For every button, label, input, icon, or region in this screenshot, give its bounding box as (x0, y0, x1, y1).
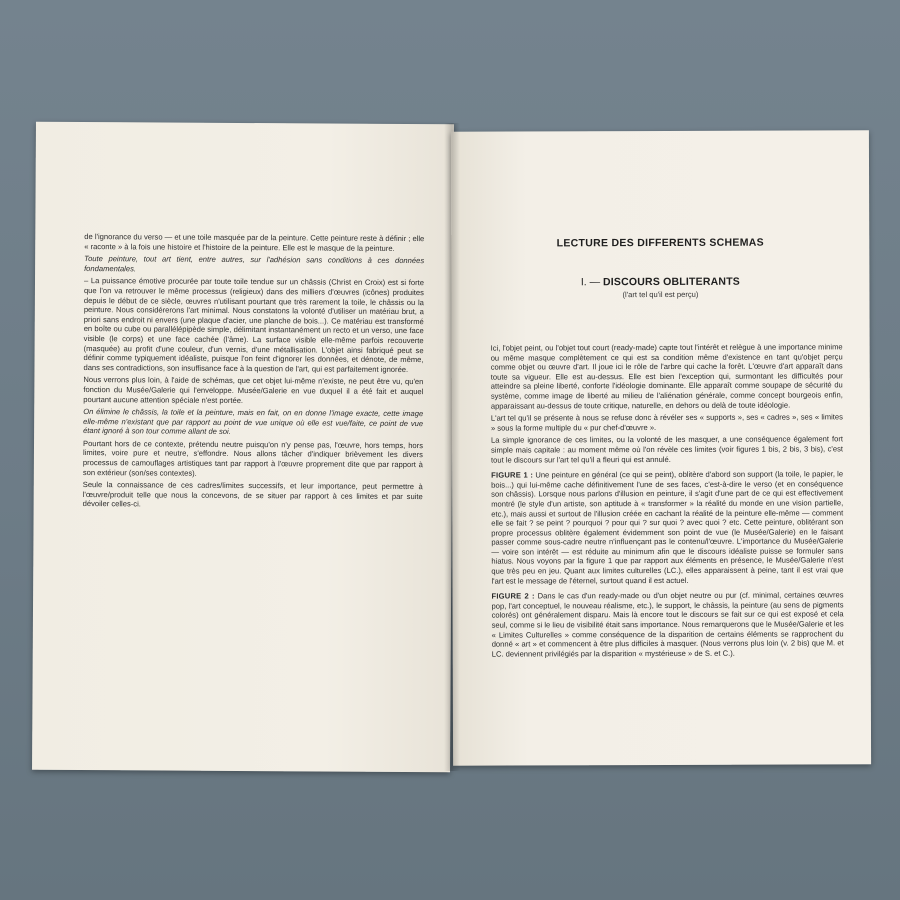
left-page (32, 122, 454, 773)
section-number: I. — (580, 276, 601, 289)
paragraph-italic: Toute peinture, tout art tient, entre autres, sur l'adhésion sans conditions à ces données fondamentales. (84, 254, 425, 274)
left-page-text (83, 232, 425, 514)
figure-paragraph (491, 469, 843, 585)
figure-paragraph (492, 591, 844, 659)
paragraph: La simple ignorance de ces limites, ou la volonté de les masquer, a une conséquence également fort simple mais capitale : au moment même où l'on révèle ces limites (voir figures 1 bis, 2 bis, 3 bis), c'est tout le discours sur l'art tel qu'il a fleuri qui est annulé. (490, 434, 844, 465)
paragraph: Nous verrons plus loin, à l'aide de schémas, que cet objet lui-même n'existe, ne peut être vu, qu'en fonction du Musée/Galerie qui l'enveloppe. Musée/Galerie en vue duquel il a été fait et auquel pourtant aucune attention spéciale n'est portée. (83, 375, 424, 405)
paragraph: L'art tel qu'il se présente à nous se refuse donc à révéler ses « supports », ses « cadres », ses « limites » sous la forme multiple du « pur chef-d'œuvre ». (490, 412, 843, 433)
section-heading (451, 275, 869, 288)
paragraph: Ici, l'objet peint, ou l'objet tout court (ready-made) capte tout l'intérêt et relègue à une importance minime ou même masque complètement ce qui est sa condition même d'existence en tant qu'objet perçu comme objet ou œuvre d'art. Il joue ici le rôle de l'arbre qui cache la forêt. L'œuvre d'art apparaît dans toute sa vigueur. Elle est au-dessus. Elle est bien l'exception qui, surmontant les difficultés pour atteindre sa pleine liberté, conforte l'idéologie dominante. Elle apparaît comme soupape de sécurité du système, comme image de liberté au milieu de l'aliénation générale, comme concept bourgeois enfin, apparaissant au-dessus de toute critique, naturelle, en dehors ou delà de toute idéologie. (490, 342, 843, 411)
figure-text: Une peinture en général (ce qui se peint), oblitère d'abord son support (la toile, le papier, le bois...) qui lui-même cache définitivement l'une de ses faces, c'est-à-dire le verso (et en conséquence son châssis). Lorsque nous parlons d'illusion en peinture, il s'agit d'une part de ce qui est effectivement montré (le style d'un artiste, son aptitude à « transformer » la réalité du monde en une vision partielle, etc.), mais aussi et surtout de l'illusion créée en cachant la réalité de la peinture elle-même — comment elle se fait ? se peint ? pourquoi ? pour qui ? sur quoi ? avec quoi ? etc. Cette peinture, oblitérant son propre processus oblitère également évidemment son point de vue (le Musée/Galerie) en le faisant passer comme sous-cadre neutre n'influençant pas le contenu/l'œuvre. L'importance du Musée/Galerie — voire son intérêt — est réduite au minimum afin que le discours idéaliste puisse se formuler sans hiatus. Nous voyons par la figure 1 que par rapport aux éléments en présence, le Musée/Galerie n'est que très peu en jeu. Quant aux limites culturelles (LC.), elles apparaissent à peine, tant il est vrai que l'art est le message de l'éternel, surtout quand il est actuel. (491, 469, 844, 586)
right-page (451, 130, 871, 765)
paragraph: Pourtant hors de ce contexte, prétendu neutre puisqu'on n'y pense pas, l'œuvre, hors temps, hors limites, voire pure et neutre, s'effondre. Nous allons tâcher d'indiquer brièvement les divers processus de camouflages artistiques tant par rapport à l'œuvre proprement dite que par rapport à son extérieur (son/ses contextes). (82, 438, 424, 478)
paragraph: de l'ignorance du verso — et une toile masquée par de la peinture. Cette peinture reste à définir ; elle « raconte » à la fois une histoire et l'histoire de la peinture. Elle est le masque de la peinture. (84, 232, 425, 253)
paragraph: Seule la connaissance de ces cadres/limites successifs, et leur importance, peut permettre à l'œuvre/produit telle que nous la concevons, de se situer par rapport à ces limites et par suite dévoiler celles-ci. (82, 480, 423, 509)
figure-text: Dans le cas d'un ready-made ou d'un objet neutre ou pur (cf. minimal, certaines œuvres pop, l'art conceptuel, le nouveau réalisme, etc.), le support, le châssis, la peinture (au sens de pigments colorés) ont généralement disparu. Mais là encore tout le discours se fait sur ce qui est exposé et cela seul, comme si le lieu de visibilité était sans importance. Nous remarquerons que le Musée/Galerie et les « Limites Culturelles » comme conséquence de la disparition de certains éléments se rapprochent du donné « art » et commencent à être plus difficiles à masquer. (Nous verrons plus loin (v. 2 bis) que M. et LC. deviennent privilégiés par la disparition « mystérieuse » de S. et C.). (491, 590, 844, 659)
figure-label: FIGURE 2 : (491, 591, 535, 601)
page-title: LECTURE DES DIFFERENTS SCHEMAS (556, 236, 764, 250)
paragraph: – La puissance émotive procurée par toute toile tendue sur un châssis (Christ en Croix) est si forte que l'on va retrouver le même processus (religieux) dans des milliers d'œuvres (icônes) produites depuis le début de ce siècle, œuvres n'utilisant pourtant que très rarement la toile, le châssis ou la peinture. Nous considérerons l'art minimal. Nous constatons la volonté d'utiliser un matériau brut, a priori sans endroit ni envers (une plaque d'acier, une planche de bois...). Ce matériau est transformé en boîte ou cube ou parallélépipède simple, délimitant instantanément un recto et un verso, une face visible (le corps) et une face cachée (l'âme). La surface visible elle-même parfois recouverte (masquée) au profit d'une couleur, d'un vernis, d'une métallisation. L'objet ainsi fabriqué peut se définir comme typiquement idéaliste, puisque l'on feint d'ignorer les données, et dénote, de même, dans ses contradictions, son insuffisance face à la question de l'art, qui est parfaitement ignorée. (83, 276, 425, 374)
right-page-text (491, 342, 844, 662)
paragraph-italic: On élimine le châssis, la toile et la peinture, mais en fait, on en donne l'image exacte, cette image elle-même n'existant que par rapport au point de vue unique où elle est vue/faite, ce point de vue étant ignoré à son tour comme allant de soi. (83, 407, 424, 437)
figure-label: FIGURE 1 : (491, 470, 534, 480)
section-name: DISCOURS OBLITERANTS (602, 275, 741, 289)
section-subtitle: (l'art tel qu'il est perçu) (622, 289, 699, 300)
